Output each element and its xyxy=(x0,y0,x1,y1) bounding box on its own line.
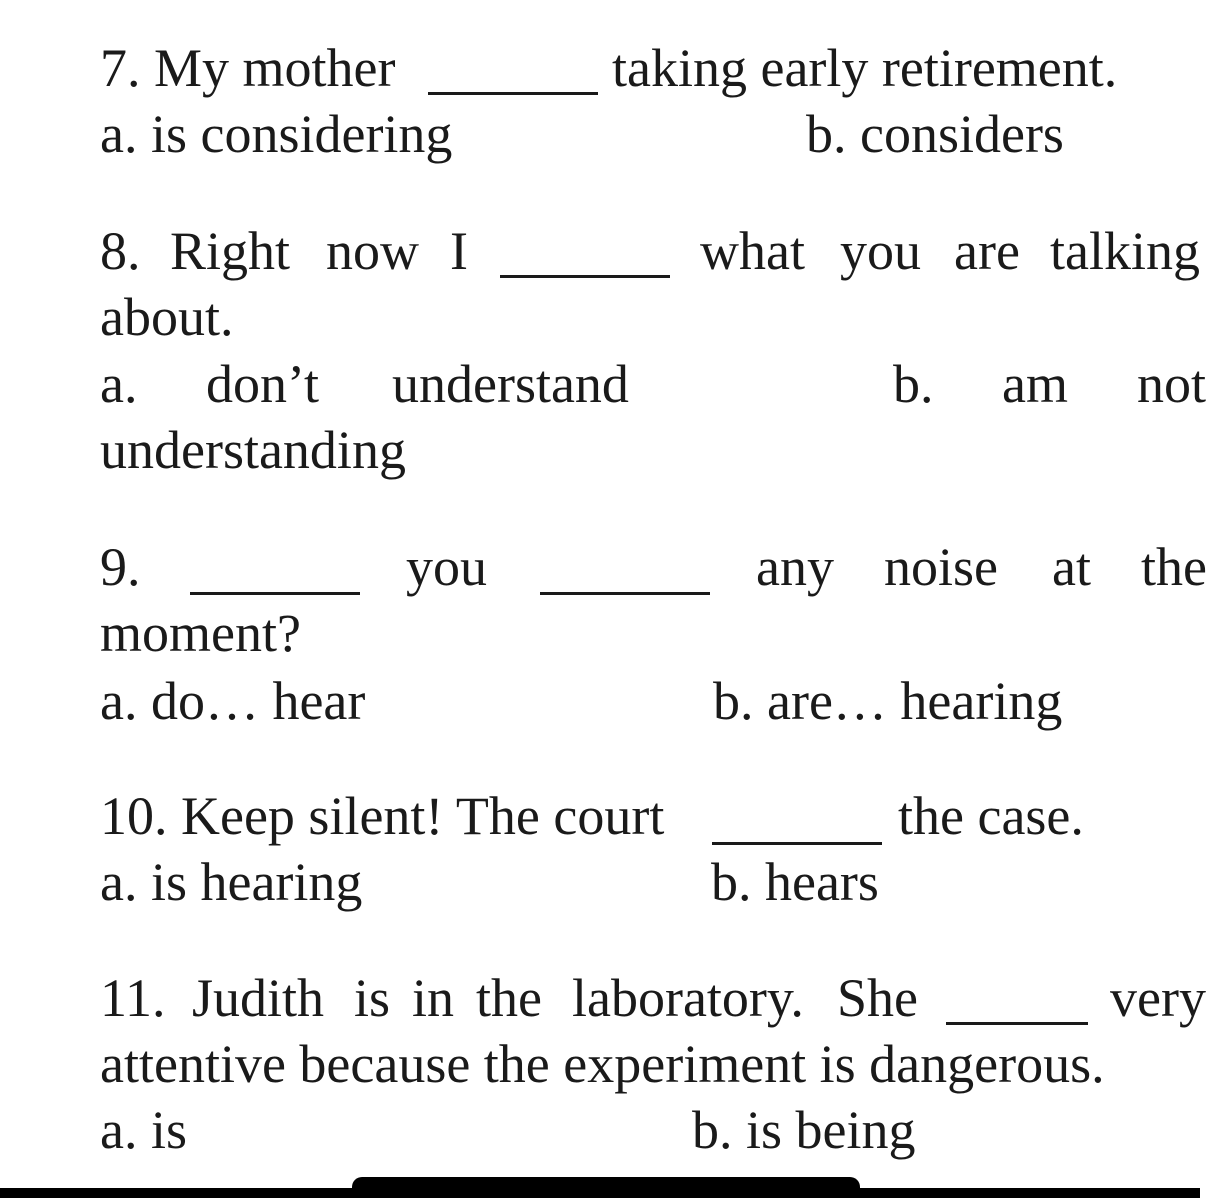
q8-option-b-letter: b. xyxy=(893,354,934,414)
q7-option-a: a. is considering xyxy=(100,104,453,164)
q8-word: what xyxy=(700,221,805,281)
q9-answer-blank-2 xyxy=(540,592,710,595)
q9-number: 9. xyxy=(100,537,141,597)
q8-word: Right xyxy=(170,221,291,281)
q7-answer-blank xyxy=(428,92,598,95)
q11-option-b: b. is being xyxy=(692,1100,916,1160)
q8-word: you xyxy=(840,221,921,281)
q8-word: I xyxy=(450,221,468,281)
q9-stem-line2: moment? xyxy=(100,603,301,663)
q9-option-a: a. do… hear xyxy=(100,671,366,731)
q11-word: very xyxy=(1110,968,1206,1028)
q8-word: talking xyxy=(1050,221,1200,281)
q8-option-b-word: am xyxy=(1002,354,1068,414)
q11-option-a: a. is xyxy=(100,1100,187,1160)
q8-option-a-word: don’t xyxy=(206,354,320,414)
q8-option-a-word: understand xyxy=(392,354,629,414)
q9-word: at xyxy=(1052,537,1091,597)
q10-stem-before: 10. Keep silent! The court xyxy=(100,786,665,846)
q10-option-b: b. hears xyxy=(711,852,879,912)
q9-word: noise xyxy=(884,537,998,597)
q9-word: the xyxy=(1141,537,1207,597)
home-indicator[interactable] xyxy=(352,1177,860,1198)
q11-word: 11. xyxy=(100,968,166,1028)
q9-word: any xyxy=(756,537,834,597)
q9-answer-blank-1 xyxy=(190,592,360,595)
q10-option-a: a. is hearing xyxy=(100,852,363,912)
q8-word: are xyxy=(954,221,1020,281)
q11-word: the xyxy=(476,968,542,1028)
q8-word: now xyxy=(326,221,419,281)
q8-stem-line2: about. xyxy=(100,287,234,347)
q8-option-b-line2: understanding xyxy=(100,420,406,480)
q9-word: you xyxy=(406,537,487,597)
q11-word: is xyxy=(354,968,391,1028)
q11-answer-blank xyxy=(946,1022,1088,1025)
q8-option-b-word: not xyxy=(1137,354,1207,414)
q9-option-b: b. are… hearing xyxy=(713,671,1063,731)
q11-word: Judith xyxy=(192,968,325,1028)
q7-stem-after: taking early retirement. xyxy=(612,38,1118,98)
q11-stem-line2: attentive because the experiment is dangerous. xyxy=(100,1034,1105,1094)
q11-word: laboratory. xyxy=(572,968,804,1028)
q8-answer-blank xyxy=(500,275,670,278)
q7-stem-before: 7. My mother xyxy=(100,38,396,98)
q7-option-b: b. considers xyxy=(806,104,1064,164)
q11-word: in xyxy=(412,968,455,1028)
q10-answer-blank xyxy=(712,842,882,845)
q11-word: She xyxy=(837,968,918,1028)
q10-stem-after: the case. xyxy=(898,786,1084,846)
q8-word: 8. xyxy=(100,221,141,281)
q8-option-a-letter: a. xyxy=(100,354,138,414)
